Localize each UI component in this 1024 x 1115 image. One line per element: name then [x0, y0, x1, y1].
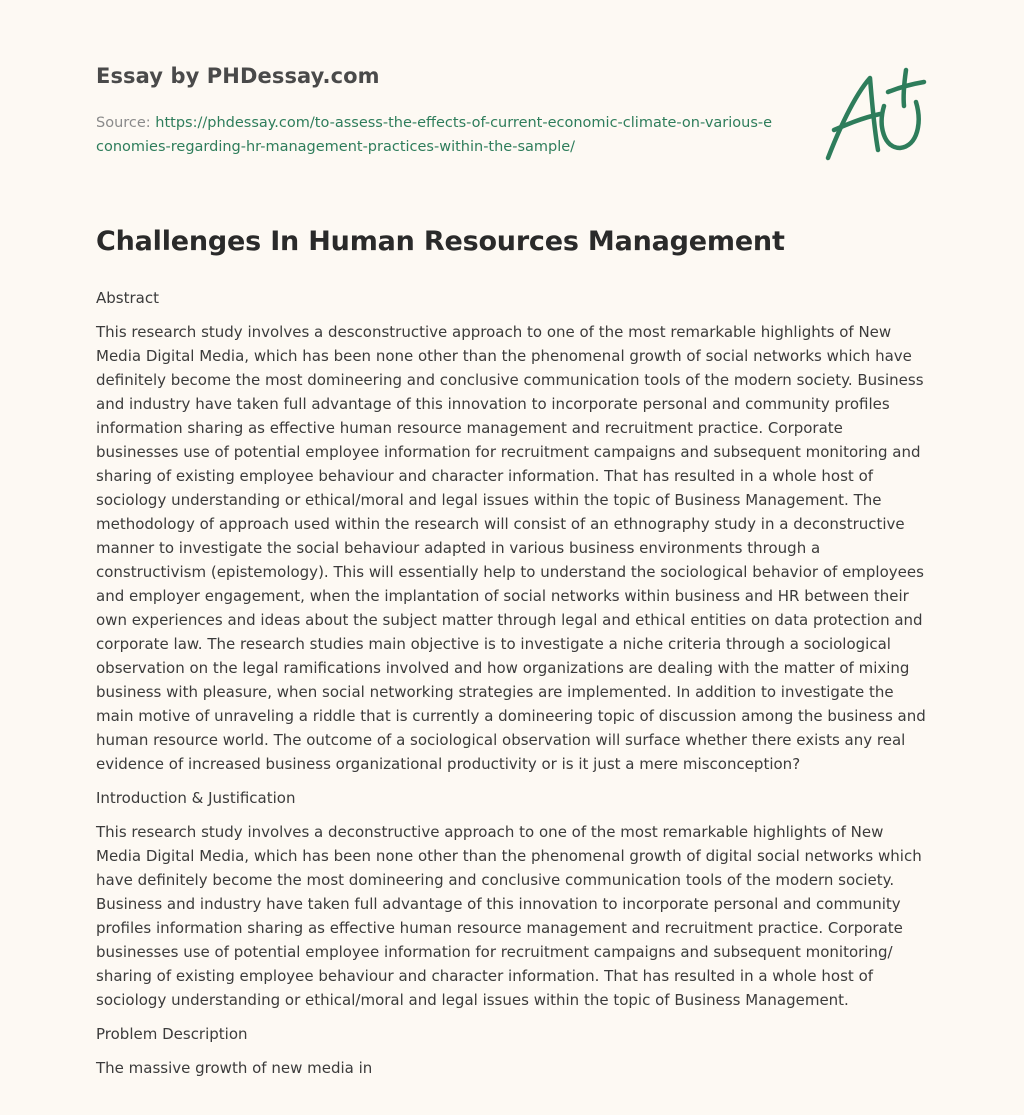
source-line: [96, 111, 776, 159]
problem-paragraph: The massive growth of new media in: [96, 1059, 373, 1077]
intro-heading: Introduction & Justification: [96, 789, 296, 807]
essay-body: [96, 286, 930, 1090]
abstract-paragraph: This research study involves a desconstructive approach to one of the most remarkable highlights of New Media Digital Media, which has been none other than the phenomenal growth of social networks which have definitely become the most domineering and conclusive communication tools of the modern society. Business and industry have taken full advantage of this innovation to incorporate personal and community profiles information sharing as effective human resource management and recruitment practice. Corporate businesses use of potential employee information for recruitment campaigns and subsequent monitoring and sharing of existing employee behaviour and character information. That has resulted in a whole host of sociology understanding or ethical/moral and legal issues within the topic of Business Management. The methodology of approach used within the research will consist of an ethnography study in a deconstructive manner to investigate the social behaviour adapted in various business environments through a constructivism (epistemology). This will essentially help to understand the sociological behavior of employees and employer engagement, when the implantation of social networks within business and HR between their own experiences and ideas about the subject matter through legal and ethical entities on data protection and corporate law. The research studies main objective is to investigate a niche criteria through a sociological observation on the legal ramifications involved and how organizations are dealing with the matter of mixing business with pleasure, when social networking strategies are implemented. In addition to investigate the main motive of unraveling a riddle that is currently a domineering topic of discussion among the business and human resource world. The outcome of a sociological observation will surface whether there exists any real evidence of increased business organizational productivity or is it just a mere misconception?: [96, 323, 926, 773]
abstract-heading: Abstract: [96, 289, 159, 307]
intro-paragraph: This research study involves a deconstructive approach to one of the most remarkable highlights of New Media Digital Media, which has been none other than the phenomenal growth of digital social networks which have definitely become the most domineering and conclusive communication tools of the modern society. Business and industry have taken full advantage of this innovation to incorporate personal and community profiles information sharing as effective human resource management and recruitment practice. Corporate businesses use of potential employee information for recruitment campaigns and subsequent monitoring/ sharing of existing employee behaviour and character information. That has resulted in a whole host of sociology understanding or ethical/moral and legal issues within the topic of Business Management.: [96, 823, 922, 1009]
source-link[interactable]: https://phdessay.com/to-assess-the-effects-of-current-economic-climate-on-various-economies-regarding-hr-management-practices-within-the-sample/: [96, 115, 773, 155]
a-plus-logo-icon: [824, 66, 928, 166]
source-label: Source:: [96, 115, 156, 131]
problem-heading: Problem Description: [96, 1025, 248, 1043]
site-title: Essay by PHDessay.com: [96, 64, 380, 88]
essay-title: Challenges In Human Resources Management: [96, 226, 785, 257]
